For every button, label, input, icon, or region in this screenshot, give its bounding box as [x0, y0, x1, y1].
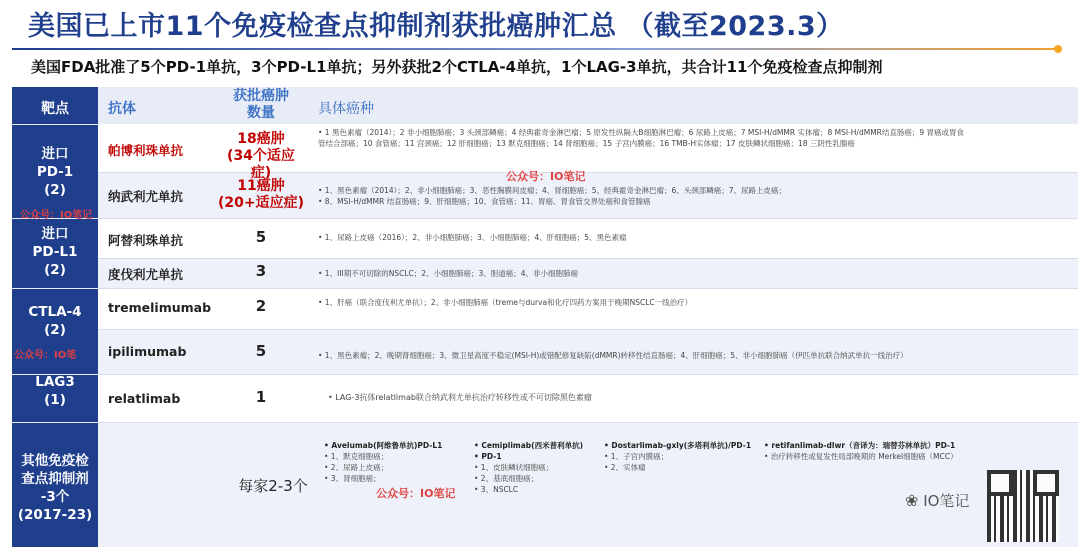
approved-count: 5 [255, 342, 267, 360]
header-target: 靶点 [41, 101, 69, 117]
group-name: • retifanlimab-dlwr（音译为：瑞替芬林单抗）PD-1 [764, 441, 956, 450]
checkpoint-table [12, 87, 1078, 547]
watermark: 公众号：IO笔记 [376, 487, 456, 500]
wechat-icon: ❀ [905, 491, 919, 510]
row-divider [98, 218, 1078, 219]
page-title: 美国已上市11个免疫检查点抑制剂获批癌肿汇总 （截至2023.3） [28, 11, 844, 42]
cancer-list: • 1、尿路上皮癌（2016）；2、非小细胞肺癌；3、小细胞肺癌；4、肝细胞癌；5、黑色素瘤 [318, 233, 627, 242]
cancer-list: • 1、III期不可切除的NSCLC；2、小细胞肺癌；3、胆道癌；4、非小细胞肺癌 [318, 269, 579, 278]
header-drug: 抗体 [108, 101, 136, 117]
other-drug-group [764, 440, 994, 462]
row-divider [98, 422, 1078, 423]
group-items: • 治疗转移性或复发性局部晚期的 Merkel细胞癌（MCC） [764, 452, 958, 461]
approved-count: 18癌肿 (34个适应症) [227, 131, 295, 181]
group-name: • Avelumab(阿维鲁单抗)PD-L1 [324, 441, 443, 450]
drug-name: 纳武利尤单抗 [108, 189, 184, 204]
summary-subtitle: 美国FDA批准了5个PD-1单抗，3个PD-L1单抗；另外获批2个CTLA-4单抗，1个LAG-3单抗，共合计11个免疫检查点抑制剂 [31, 58, 883, 76]
other-drug-group [604, 440, 764, 473]
other-drug-group [474, 440, 604, 495]
approved-count: 2 [255, 297, 267, 315]
group-items: • 1、子宫内膜癌； • 2、实体瘤 [604, 452, 669, 472]
cancer-list: • LAG-3抗体relatlimab联合纳武利尤单抗治疗转移性或不可切除黑色素瘤 [328, 393, 592, 402]
sep [12, 422, 98, 423]
cancer-list: • 1、黑色素瘤；2、晚期肾细胞癌；3、微卫星高度不稳定(MSI-H)或错配修复缺陷(dMMR)转移性结直肠癌；4、肝细胞癌；5、非小细胞肺癌（伊匹单抗联合纳武单抗一线治疗） [318, 351, 908, 360]
approved-count: 5 [255, 228, 267, 246]
cancer-list: • 1 黑色素瘤（2014）；2 非小细胞肺癌；3 头颈部鳞癌；4 经典霍奇金淋巴瘤；5 原发性纵隔大B细胞淋巴瘤；6 尿路上皮癌；7 MSI-H/dMMR 实体瘤；8 MSI-H/dMMR结直肠癌；9 胃癌或胃食管结合部癌；10 食管癌；11 宫颈癌；12 肝细胞癌；13 默克细胞癌；14 肾细胞癌；15 子宫内膜癌；16 TMB-H实体瘤；17 皮肤鳞状细胞癌；18 三阴性乳腺癌 [318, 128, 965, 148]
watermark: 公众号：IO笔 [14, 350, 77, 361]
cancer-list: • 1、肝癌（联合度伐利尤单抗）；2、非小细胞肺癌（treme与durva和化疗四药方案用于晚期NSCLC一线治疗） [318, 298, 693, 307]
header-cancers: 具体癌种 [318, 101, 374, 117]
sep [12, 288, 98, 289]
header-count: 获批癌肿 数量 [233, 88, 289, 121]
target-lag3: LAG3 (1) [35, 374, 75, 408]
drug-name: relatlimab [108, 391, 181, 406]
drug-name: 度伐利尤单抗 [108, 267, 184, 282]
target-pd1: 进口 PD-1 (2) [36, 146, 74, 198]
underline-end-dot [1054, 45, 1062, 53]
approved-count: 11癌肿 (20+适应症) [218, 178, 305, 211]
wechat-brand [905, 490, 969, 511]
drug-name: 阿替利珠单抗 [108, 233, 184, 248]
group-items: • 1、皮肤鳞状细胞癌； • 2、基底细胞癌； • 3、NSCLC [474, 463, 554, 494]
row-divider [98, 288, 1078, 289]
group-items: • 1、默克细胞癌； • 2、尿路上皮癌； • 3、肾细胞癌； [324, 452, 389, 483]
target-pdl1: 进口 PD-L1 (2) [32, 226, 78, 278]
target-other: 其他免疫检 查点抑制剂 -3个 (2017-23) [17, 453, 93, 523]
drug-name: ipilimumab [108, 344, 187, 359]
approved-count: 每家2-3个 [238, 477, 308, 495]
watermark: 公众号：IO笔记 [506, 170, 586, 183]
approved-count: 3 [255, 262, 267, 280]
target-ctla4: CTLA-4 (2) [28, 304, 82, 338]
drug-name: 帕博利珠单抗 [108, 143, 184, 158]
group-name: • Cemiplimab(西米普利单抗) • PD-1 [474, 441, 583, 461]
row-divider [98, 374, 1078, 375]
approved-count: 1 [255, 388, 267, 406]
row-divider [98, 329, 1078, 330]
title-underline [12, 48, 1062, 50]
cancer-list: • 1、黑色素瘤（2014）；2、非小细胞肺癌；3、恶性胸膜间皮瘤；4、肾细胞癌；5、经典霍奇金淋巴瘤；6、头颈部鳞癌；7、尿路上皮癌； • 8、MSI-H/dMMR 结直肠癌；9、肝细胞癌；10、食管癌；11、胃癌、胃食管交界处癌和食管腺癌 [318, 186, 787, 206]
brand-name: IO笔记 [923, 492, 970, 510]
group-name: • Dostarlimab-gxly(多塔利单抗)/PD-1 [604, 441, 752, 450]
other-drug-group [324, 440, 474, 484]
row-divider [98, 258, 1078, 259]
sep [12, 124, 98, 125]
watermark: 公众号：IO笔记 [20, 210, 93, 221]
drug-name: tremelimumab [108, 300, 212, 315]
qr-code [987, 470, 1059, 542]
